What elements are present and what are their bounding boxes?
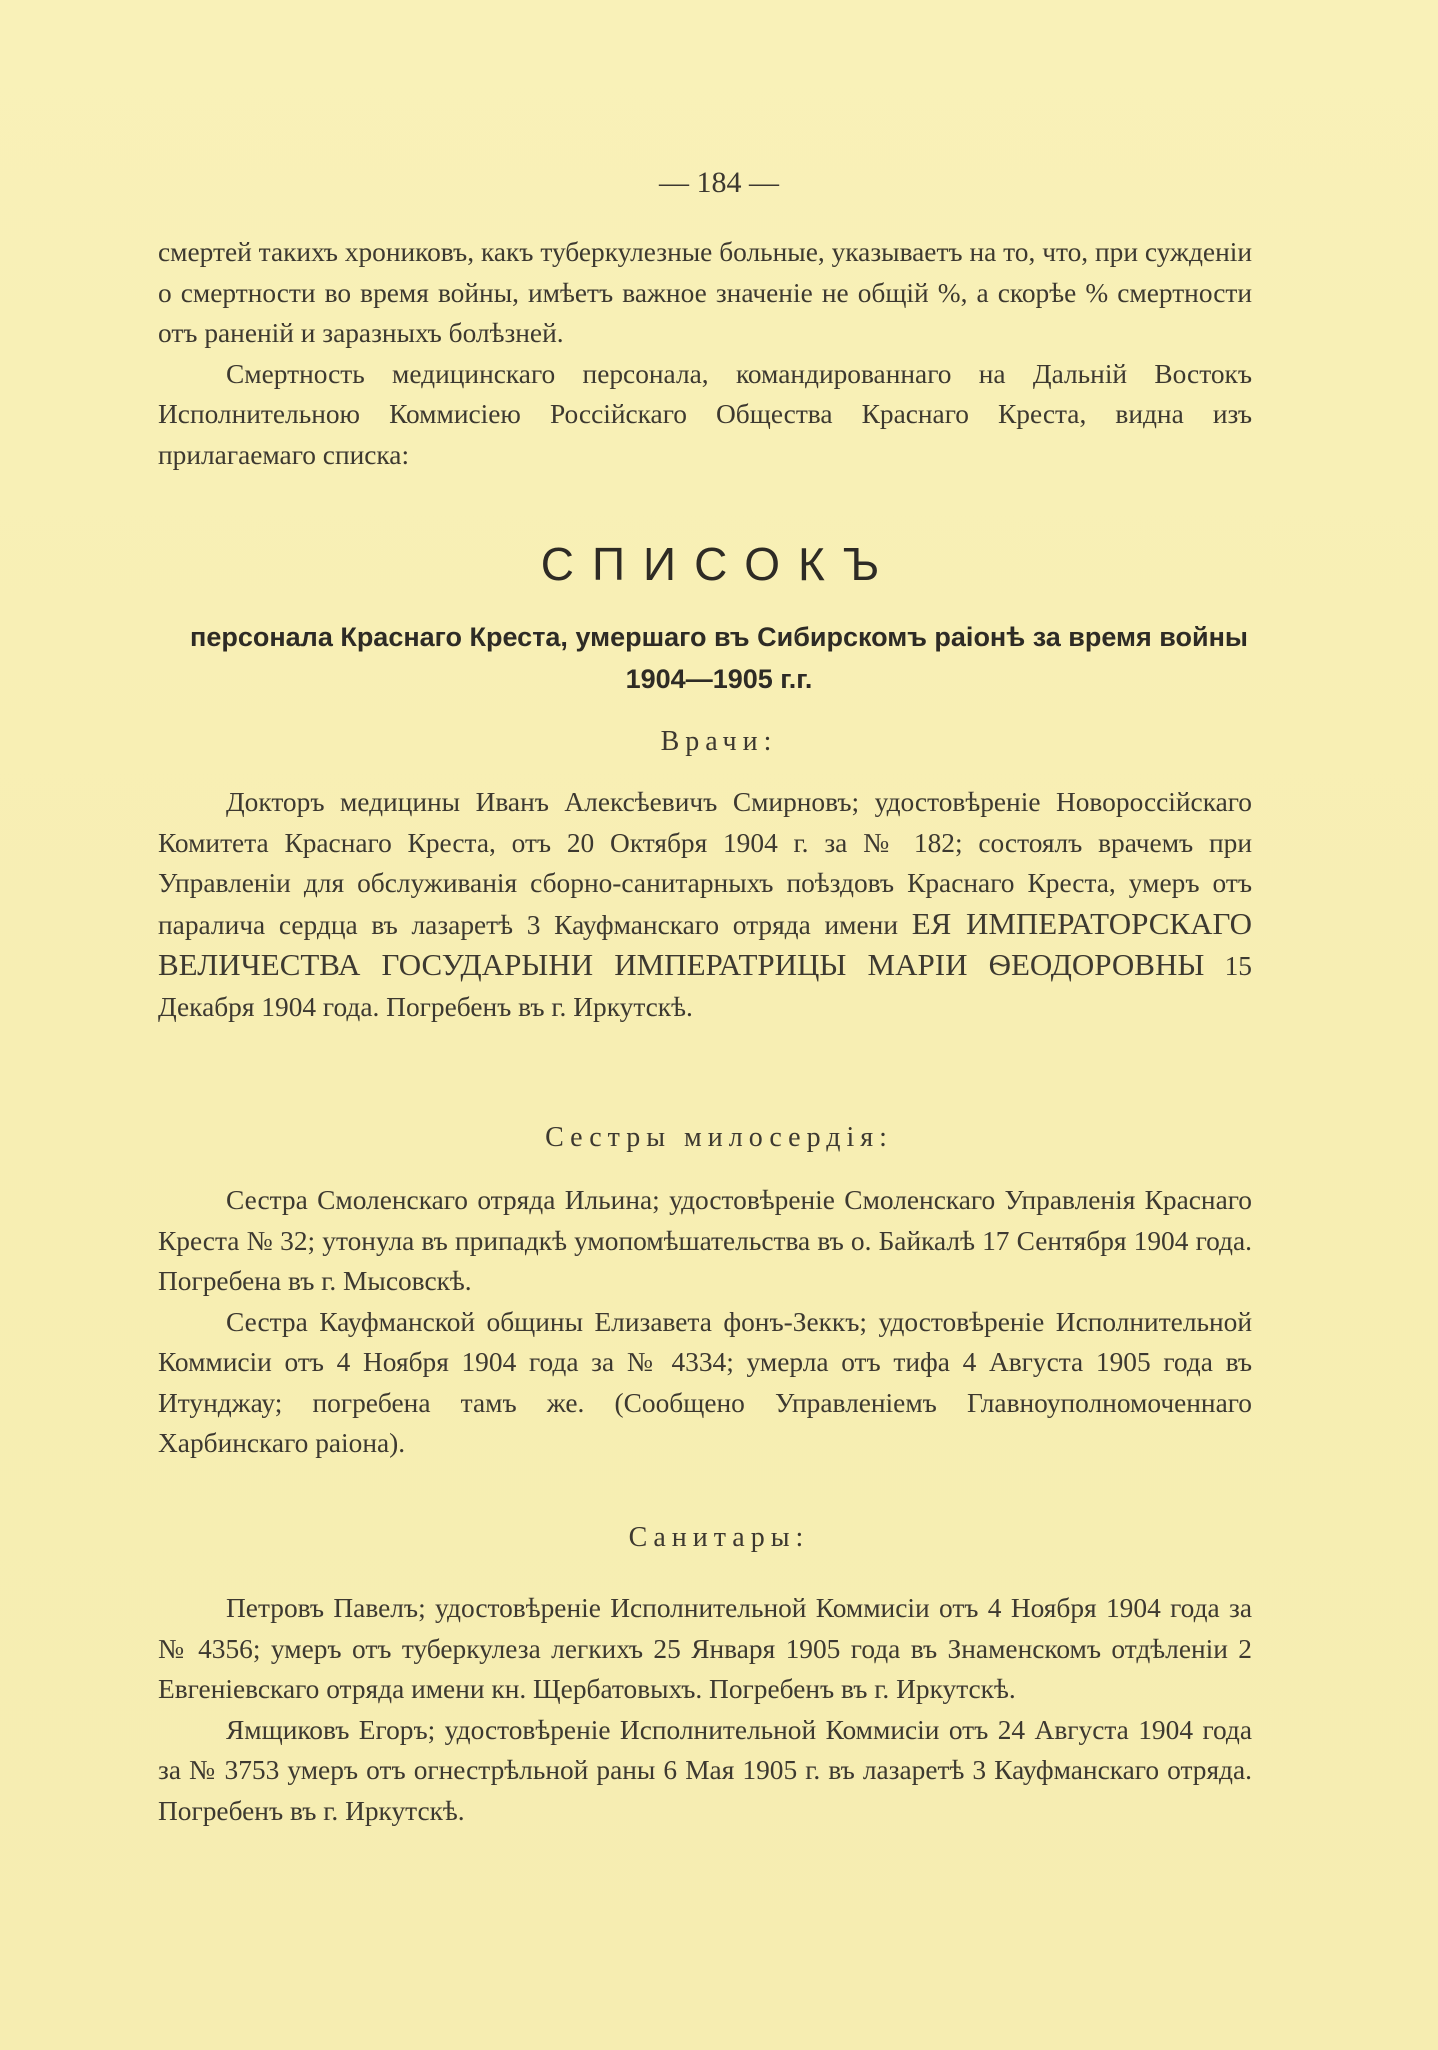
- doctor-entry-emphasis: ЕЯ ИМПЕРАТОРСКАГО ВЕЛИЧЕСТВА ГОСУДАРЫНИ ИМПЕРАТРИЦЫ МАРІИ ѲЕОДОРОВНЫ: [158, 905, 1252, 982]
- doctor-entry-text-1: Докторъ медицины Иванъ Алексѣевичъ Смирновъ; удостовѣреніе Новороссійскаго Комитета Краснаго Креста, отъ 20 Октября 1904 г. за № 182; состоялъ врачемъ при Управленіи для обслуживанія сборно-санитарныхъ поѣздовъ Краснаго Креста, умеръ отъ паралича сердца въ лазаретѣ 3 Кауфманскаго отряда имени: [158, 787, 1252, 940]
- intro-paragraph-1: смертей такихъ хрониковъ, какъ туберкулезные больные, указываетъ на то, что, при сужденіи о смертности во время войны, имѣетъ важное значеніе не общій %, а скорѣе % смертности отъ раненій и заразныхъ болѣзней.: [158, 237, 1252, 348]
- section-heading-nurses: Сестры милосердія:: [545, 1122, 893, 1153]
- subtitle-line-1: персонала Краснаго Креста, умершаго въ Сибирскомъ раіонѣ за время войны: [190, 622, 1248, 652]
- page-number: — 184 —: [659, 166, 779, 199]
- orderly-entry-yamshchikov: Ямщиковъ Егоръ; удостовѣреніе Исполнительной Коммисіи отъ 24 Августа 1904 года за № 3753 умеръ отъ огнестрѣльной раны 6 Мая 1905 г. въ лазаретѣ 3 Кауфманскаго отряда. Погребенъ въ г. Иркутскѣ.: [158, 1714, 1252, 1826]
- nurse-entry-zeck: Сестра Кауфманской общины Елизавета фонъ-Зеккъ; удостовѣреніе Исполнительной Коммисіи отъ 4 Ноября 1904 года за № 4334; умерла отъ тифа 4 Августа 1905 года въ Итунджау; погребена тамъ же. (Сообщено Управленіемъ Главноуполномоченнаго Харбинскаго раіона).: [158, 1306, 1252, 1458]
- intro-paragraph-2: Смертность медицинскаго персонала, командированнаго на Дальній Востокъ Исполнительною Коммисіею Россійскаго Общества Краснаго Креста, видна изъ прилагаемаго списка:: [158, 358, 1252, 470]
- list-subtitle: [0, 616, 1438, 700]
- intro-text: [158, 232, 1252, 475]
- nurses-text: [158, 1180, 1252, 1464]
- orderlies-text: [158, 1588, 1252, 1831]
- subtitle-line-2: 1904—1905 г.г.: [625, 664, 813, 694]
- section-heading-orderlies: Санитары:: [628, 1522, 810, 1553]
- doctors-text: [158, 782, 1252, 1027]
- list-title: СПИСОКЪ: [540, 538, 898, 590]
- doctor-entry-text-2: 15 Декабря 1904 года. Погребенъ въ г. Иркутскѣ.: [158, 951, 1252, 1022]
- orderly-entry-petrov: Петровъ Павелъ; удостовѣреніе Исполнительной Коммисіи отъ 4 Ноября 1904 года за № 4356; умеръ отъ туберкулеза легкихъ 25 Января 1905 года въ Знаменскомъ отдѣленіи 2 Евгеніевскаго отряда имени кн. Щербатовыхъ. Погребенъ въ г. Иркутскѣ.: [158, 1593, 1252, 1704]
- doctor-entry-smirnov: [158, 782, 1252, 1027]
- section-heading-doctors: Врачи:: [660, 726, 778, 757]
- nurse-entry-ilyina: Сестра Смоленскаго отряда Ильина; удостовѣреніе Смоленскаго Управленія Краснаго Креста № 32; утонула въ припадкѣ умопомѣшательства въ о. Байкалѣ 17 Сентября 1904 года. Погребена въ г. Мысовскѣ.: [158, 1185, 1252, 1296]
